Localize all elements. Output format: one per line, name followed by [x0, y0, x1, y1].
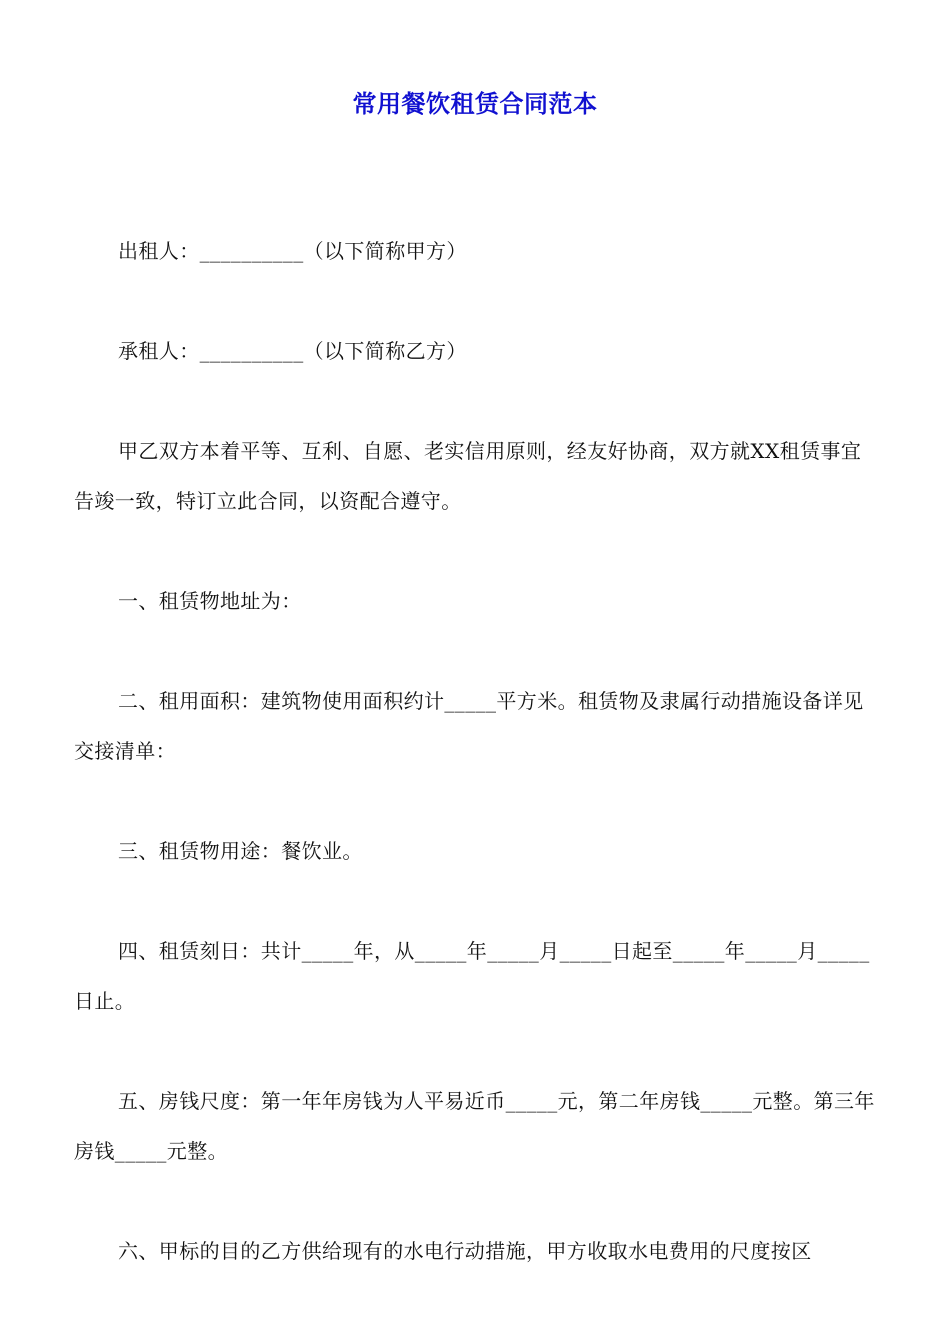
clause-1-address: 一、租赁物地址为： [118, 589, 302, 613]
clause-3-purpose: 三、租赁物用途：餐饮业。 [118, 839, 363, 863]
lessee-line: 承租人：__________（以下简称乙方） [118, 339, 467, 363]
intro-paragraph: 甲乙双方本着平等、互利、自愿、老实信用原则，经友好协商，双方就XX租赁事宜告竣一致，特订立此合同，以资配合遵守。 [74, 439, 862, 513]
clause-4-term: 四、租赁刻日：共计_____年，从_____年_____月_____日起至_____年_____月_____日止。 [74, 939, 870, 1013]
clause-6-utilities: 六、甲标的目的乙方供给现有的水电行动措施，甲方收取水电费用的尺度按区 [118, 1239, 812, 1263]
clause-2-area: 二、租用面积：建筑物使用面积约计_____平方米。租赁物及隶属行动措施设备详见交接清单： [74, 689, 864, 763]
clause-5-rent: 五、房钱尺度：第一年年房钱为人平易近币_____元，第二年房钱_____元整。第三年房钱_____元整。 [74, 1089, 875, 1163]
document-title: 常用餐饮租赁合同范本 [352, 90, 598, 118]
lessor-line: 出租人：__________（以下简称甲方） [118, 239, 467, 263]
